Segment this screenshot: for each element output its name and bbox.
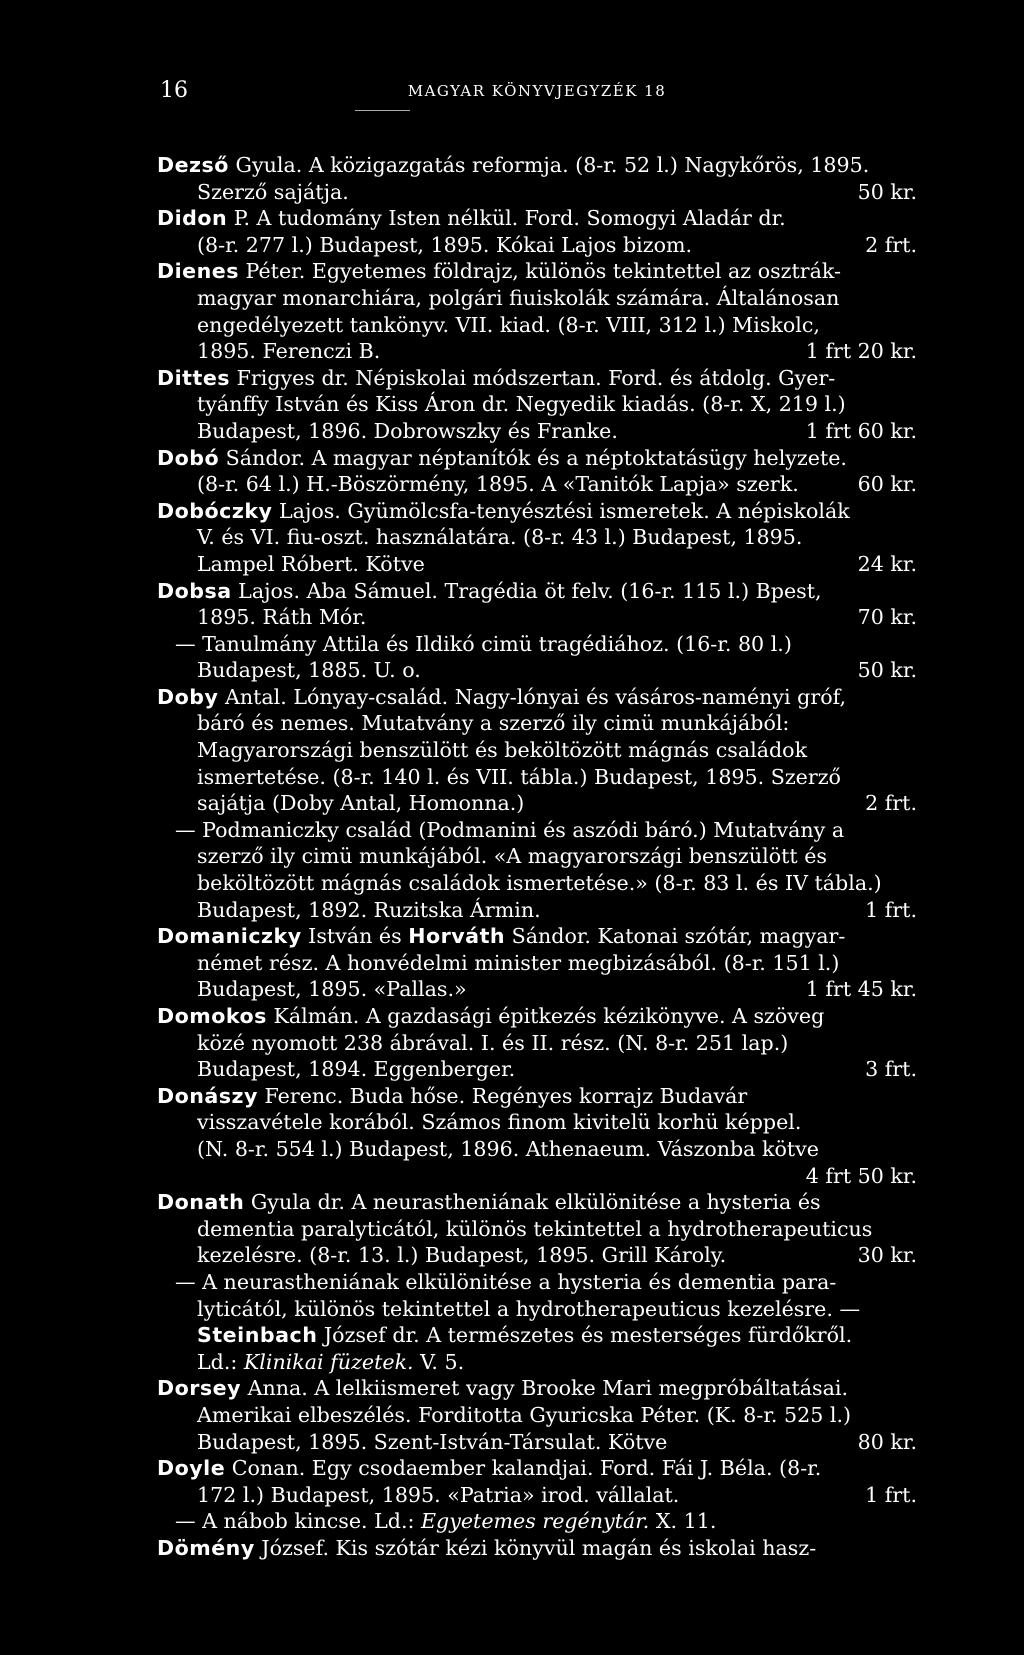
line-text: Domokos Kálmán. A gazdasági épitkezés kézikönyve. A szöveg [157,1004,825,1028]
price: 1 frt 60 kr. [805,418,917,443]
entry-first-line [157,1455,917,1482]
line-text: kezelésre. (8-r. 13. l.) Budapest, 1895. Grill Károly. [197,1243,727,1268]
line-text: Budapest, 1885. U. o. [197,658,421,683]
line-text: ismertetése. (8-r. 140 l. és VII. tábla.) Budapest, 1895. Szerző [197,764,841,789]
entry-first-line [157,1535,917,1562]
line-text: Szerző sajátja. [197,179,349,204]
line-text: szerző ily cimü munkájából. «A magyarországi benszülött és [197,844,827,869]
line-text: dementia paralyticától, különös tekintettel a hydrotherapeuticus [197,1216,873,1241]
line-text: Ld.: Klinikai füzetek. V. 5. [197,1349,465,1374]
line-text: magyar monarchiára, polgári fiuiskolák számára. Általánosan [197,285,840,310]
line-text: tyánffy István és Kiss Áron dr. Negyedik kiadás. (8-r. X, 219 l.) [197,392,846,417]
line-text: Steinbach József dr. A természetes és mesterséges fürdőkről. [197,1323,853,1348]
line-text: Budapest, 1895. Szent-István-Társulat. Kötve [197,1429,668,1454]
line-text: Dobsa Lajos. Aba Sámuel. Tragédia öt felv. (16-r. 115 l.) Bpest, [157,578,822,603]
line-text: — Podmaniczky család (Podmanini és aszódi báró.) Mutatvány a [175,817,845,842]
entry-first-line [157,684,917,711]
entry-first-line [157,578,917,605]
line-text: Lampel Róbert. Kötve [197,551,425,576]
entry-line [157,604,917,631]
entry-first-line [157,923,917,950]
entry-line [157,657,917,684]
line-text: Dittes Frigyes dr. Népiskolai módszertan. Ford. és átdolg. Gyer- [157,365,836,390]
entry-line [157,391,917,418]
line-text: — A nábob kincse. Ld.: Egyetemes regénytár. X. 11. [175,1509,717,1534]
entry-line [157,179,917,206]
entry-line [157,870,917,897]
price: 1 frt 45 kr. [805,977,917,1002]
line-text: báró és nemes. Mutatvány a szerző ily cimü munkájából: [197,711,790,736]
entry-line [157,1163,917,1190]
line-text: sajátja (Doby Antal, Homonna.) [197,791,525,816]
line-text: Domaniczky István és Horváth Sándor. Katonai szótár, magyar- [157,924,846,949]
entry-line [157,897,917,924]
line-text: német rész. A honvédelmi minister megbizásából. (8-r. 151 l.) [197,950,840,975]
entry-line [157,764,917,791]
line-text: Dorsey Anna. A lelkiismeret vagy Brooke Mari megpróbáltatásai. [157,1376,849,1401]
line-text: Amerikai elbeszélés. Forditotta Gyuricska Péter. (K. 8-r. 525 l.) [197,1402,852,1427]
running-head: MAGYAR KÖNYVJEGYZÉK 18 [407,82,667,100]
line-text: Dobóczky Lajos. Gyümölcsfa-tenyésztési ismeretek. A népiskolák [157,498,850,523]
line-text: (8-r. 64 l.) H.-Böszörmény, 1895. A «Tanitók Lapja» szerk. [197,472,799,497]
line-text: Dömény József. Kis szótár kézi könyvül magán és iskolai hasz- [157,1535,817,1560]
line-text: Dienes Péter. Egyetemes földrajz, különös tekintettel az osztrák- [157,259,841,284]
entry-line [157,1402,917,1429]
price: 50 kr. [857,658,917,683]
entry-line [157,1030,917,1057]
entry-line [157,631,917,658]
entry-line [157,710,917,737]
price: 50 kr. [857,179,917,204]
price: 1 frt. [865,1482,917,1507]
entry-line [157,418,917,445]
entry-line [157,1216,917,1243]
entry-first-line [157,258,917,285]
entry-line [157,843,917,870]
line-text: (N. 8-r. 554 l.) Budapest, 1896. Athenaeum. Vászonba kötve [197,1136,819,1161]
entry-line [157,524,917,551]
line-text: Doby Antal. Lónyay-család. Nagy-lónyai és vásáros-naményi gróf, [157,684,847,709]
entry-line [157,1136,917,1163]
entry-first-line [157,1003,917,1030]
page-number: 16 [160,78,188,103]
price: 80 kr. [857,1429,917,1454]
entry-line [157,1056,917,1083]
entry-line [157,471,917,498]
line-text: közé nyomott 238 ábrával. I. és II. rész. (N. 8-r. 251 lap.) [197,1030,789,1055]
line-text: Budapest, 1892. Ruzitska Ármin. [197,897,541,922]
entry-line [157,817,917,844]
entry-first-line [157,365,917,392]
entry-line [157,1242,917,1269]
entry-line [157,790,917,817]
price: 60 kr. [857,472,917,497]
entry-line [157,737,917,764]
line-text: Doyle Conan. Egy csodaember kalandjai. Ford. Fái J. Béla. (8-r. [157,1456,822,1481]
price: 24 kr. [857,551,917,576]
entry-first-line [157,152,917,179]
entry-line [157,1482,917,1509]
line-text: 1895. Ráth Mór. [197,605,367,630]
line-text: — Tanulmány Attila és Ildikó cimü tragédiához. (16-r. 80 l.) [175,631,792,656]
entry-line [157,1429,917,1456]
price: 2 frt. [865,232,917,257]
entry-first-line [157,445,917,472]
line-text: Magyarországi benszülött és beköltözött mágnás családok [197,738,808,763]
entry-line [157,338,917,365]
line-text: lyticától, különös tekintettel a hydrotherapeuticus kezelésre. — [197,1296,861,1321]
line-text: Donászy Ferenc. Buda hőse. Regényes korrajz Budavár [157,1083,748,1108]
line-text: visszavétele korából. Számos finom kivitelü korhü képpel. [197,1110,802,1135]
price: 1 frt 20 kr. [805,339,917,364]
entry-line [157,950,917,977]
line-text: Budapest, 1894. Eggenberger. [197,1057,516,1082]
entry-line [157,1296,917,1323]
page-header [160,78,914,104]
entry-line [157,1109,917,1136]
header-rule [355,110,410,111]
entry-line [157,1269,917,1296]
entry-line [157,285,917,312]
entry-line [157,232,917,259]
entry-first-line [157,1083,917,1110]
entry-line [157,1349,917,1376]
bibliography-column [157,152,917,1622]
line-text: 172 l.) Budapest, 1895. «Patria» irod. vállalat. [197,1482,680,1507]
line-text: Dobó Sándor. A magyar néptanítók és a néptoktatásügy helyzete. [157,445,847,470]
line-text: Budapest, 1896. Dobrowszky és Franke. [197,418,618,443]
entry-line [157,551,917,578]
entry-first-line [157,1375,917,1402]
line-text: — A neurastheniának elkülönitése a hysteria és dementia para- [175,1269,837,1294]
line-text: (8-r. 277 l.) Budapest, 1895. Kókai Lajos bizom. [197,232,693,257]
entry-first-line [157,205,917,232]
price: 4 frt 50 kr. [805,1163,917,1188]
entry-line [157,1508,917,1535]
price: 3 frt. [865,1057,917,1082]
line-text: 1895. Ferenczi B. [197,339,381,364]
entry-line [157,976,917,1003]
line-text: Donath Gyula dr. A neurastheniának elkülönitése a hysteria és [157,1190,821,1215]
entry-line [157,1322,917,1349]
line-text: Budapest, 1895. «Pallas.» [197,977,467,1002]
price: 2 frt. [865,791,917,816]
price: 70 kr. [857,605,917,630]
line-text: engedélyezett tankönyv. VII. kiad. (8-r. VIII, 312 l.) Miskolc, [197,312,820,337]
entry-first-line [157,1189,917,1216]
line-text: Dezső Gyula. A közigazgatás reformja. (8-r. 52 l.) Nagykőrös, 1895. [157,153,870,177]
entry-first-line [157,498,917,525]
line-text: Didon P. A tudomány Isten nélkül. Ford. Somogyi Aladár dr. [157,206,786,231]
entry-line [157,312,917,339]
price: 30 kr. [857,1243,917,1268]
line-text: V. és VI. fiu-oszt. használatára. (8-r. 43 l.) Budapest, 1895. [197,525,803,550]
line-text: beköltözött mágnás családok ismertetése.» (8-r. 83 l. és IV tábla.) [197,871,882,896]
price: 1 frt. [865,897,917,922]
